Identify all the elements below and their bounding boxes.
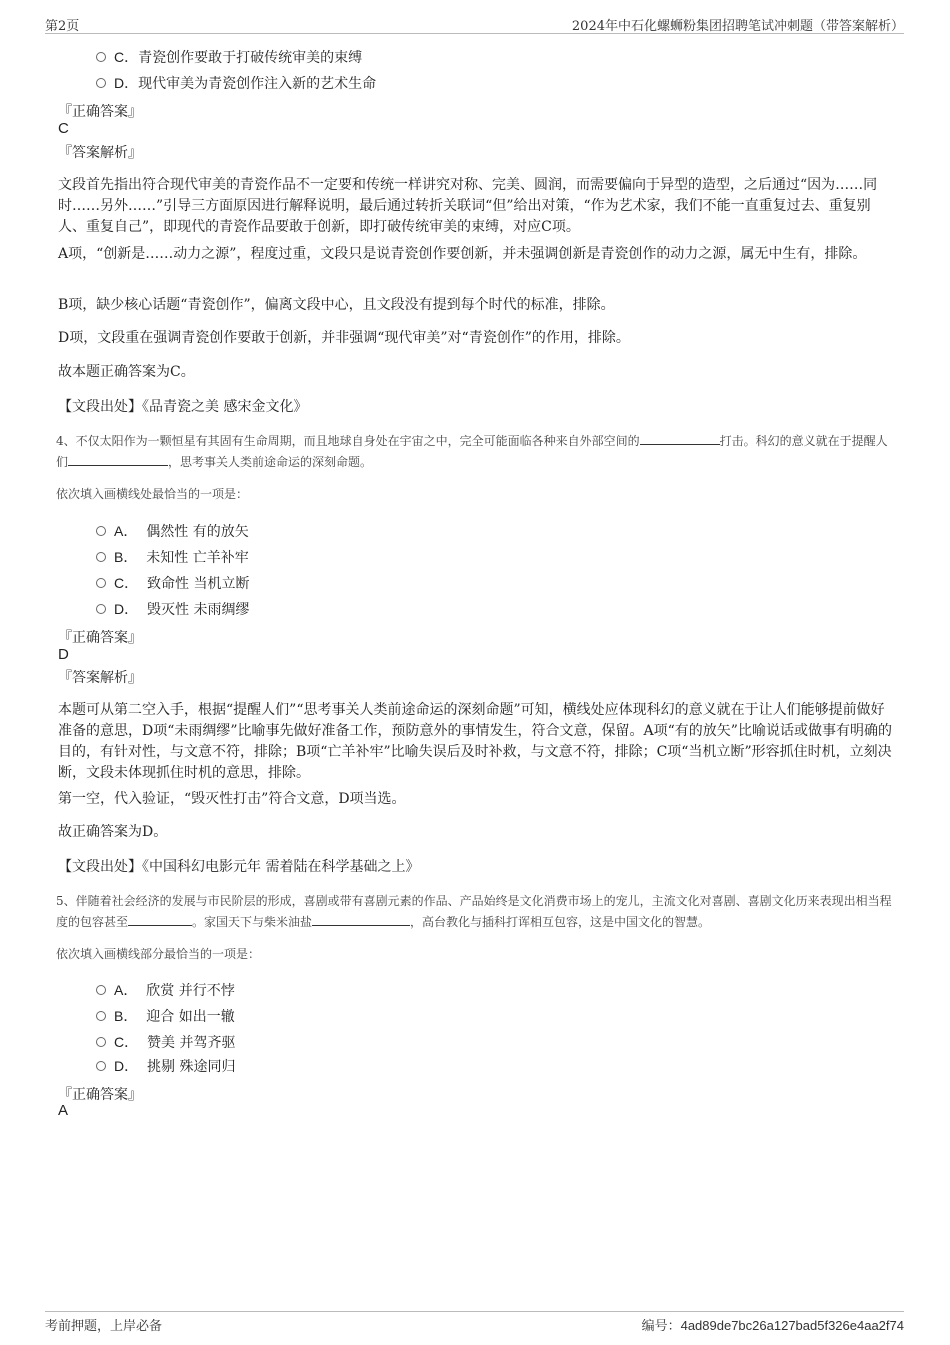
q5-option-c[interactable]: C． 赞美 并驾齐驱 — [96, 1032, 235, 1052]
q4-source: 【文段出处】《中国科幻电影元年 需着陆在科学基础之上》 — [58, 859, 420, 875]
q3-analysis-p1: 文段首先指出符合现代审美的青瓷作品不一定要和传统一样讲究对称、完美、圆润，而需要偏向于异型的造型，之后通过“因为……同时……另外……”引导三方面原因进行解释说明，最后通过转折关联词“但”给出对策，“作为艺术家，我们不能一直重复过去、重复别人、重复自己”，即现代的青瓷作品要敢于创新，即打破传统审美的束缚，对应C项。 — [58, 177, 878, 235]
q4-analysis-p2: 第一空，代入验证，“毁灭性打击”符合文意，D项当选。 — [58, 791, 406, 807]
radio-icon[interactable] — [96, 1037, 106, 1047]
footer-slogan: 考前押题，上岸必备 — [45, 1319, 163, 1334]
q4-analysis-p1: 本题可从第二空入手，根据“提醒人们”“思考事关人类前途命运的深刻命题”可知，横线处应体现科幻的意义就在于让人们能够提前做好准备的意思，D项“未雨绸缪”比喻事先做好准备工作，预防意外的事情发生，符合文意，保留。A项“有的放矢”比喻说话或做事有明确的目的，有针对性，与文意不符，排除；B项“亡羊补牢”比喻失误后及时补救，与文意不符，排除；C项“当机立断”形容抓住时机，立刻决断，文段未体现抓住时机的意思，排除。 — [58, 702, 892, 781]
radio-icon[interactable] — [96, 985, 106, 995]
q4-prompt: 依次填入画横线处最恰当的一项是： — [56, 487, 249, 501]
blank-2 — [312, 913, 410, 926]
q3-analysis-p3: B项，缺少核心话题“青瓷创作”，偏离文段中心，且文段没有提到每个时代的标准，排除。 — [58, 297, 615, 313]
q3-analysis-p2: A项，“创新是……动力之源”，程度过重，文段只是说青瓷创作要创新，并未强调创新是青瓷创作的动力之源，属无中生有，排除。 — [58, 246, 867, 262]
q4-analysis-label: 『答案解析』 — [58, 670, 142, 686]
q5-answer-label: 『正确答案』 — [58, 1087, 142, 1103]
radio-icon[interactable] — [96, 52, 106, 62]
page-number: 第2页 — [45, 19, 80, 34]
q5-answer: A — [58, 1102, 69, 1119]
radio-icon[interactable] — [96, 1061, 106, 1071]
document-title: 2024年中石化螺蛳粉集团招聘笔试冲刺题（带答案解析） — [571, 19, 904, 34]
q3-source: 【文段出处】《品青瓷之美 感宋金文化》 — [58, 399, 308, 415]
q5-option-a[interactable]: A． 欣赏 并行不悖 — [96, 980, 235, 1000]
radio-icon[interactable] — [96, 78, 106, 88]
radio-icon[interactable] — [96, 604, 106, 614]
radio-icon[interactable] — [96, 526, 106, 536]
q3-option-d[interactable]: D．现代审美为青瓷创作注入新的艺术生命 — [96, 73, 376, 93]
document-id: 编号：4ad89de7bc26a127bad5f326e4aa2f74 — [641, 1318, 904, 1333]
q4-option-c[interactable]: C． 致命性 当机立断 — [96, 573, 249, 593]
q3-option-c[interactable]: C．青瓷创作要敢于打破传统审美的束缚 — [96, 47, 362, 67]
radio-icon[interactable] — [96, 1011, 106, 1021]
q3-answer: C — [58, 120, 69, 137]
q4-option-a[interactable]: A． 偶然性 有的放矢 — [96, 521, 249, 541]
blank-1 — [128, 913, 192, 926]
q3-analysis-p4: D项，文段重在强调青瓷创作要敢于创新，并非强调“现代审美”对“青瓷创作”的作用，排除。 — [58, 330, 630, 346]
radio-icon[interactable] — [96, 578, 106, 588]
q3-analysis-p5: 故本题正确答案为C。 — [58, 364, 195, 380]
page-footer — [45, 1311, 904, 1335]
blank-2 — [68, 453, 168, 466]
q4-option-d[interactable]: D． 毁灭性 未雨绸缪 — [96, 599, 249, 619]
q5-question: 5、伴随着社会经济的发展与市民阶层的形成，喜剧或带有喜剧元素的作品、产品始终是文化消费市场上的宠儿，主流文化对喜剧、喜剧文化历来表现出相当程度的包容甚至 。家国天下与柴米油盐 ，高台教化与插科打诨相互包容，这是中国文化的智慧。 — [56, 894, 892, 929]
blank-1 — [640, 432, 720, 445]
page-header — [45, 14, 904, 34]
q4-question: 4、不仅太阳作为一颗恒星有其固有生命周期，而且地球自身处在宇宙之中，完全可能面临各种来自外部空间的 打击。科幻的意义就在于提醒人们 ，思考事关人类前途命运的深刻命题。 — [56, 434, 888, 469]
q3-analysis-label: 『答案解析』 — [58, 145, 142, 161]
radio-icon[interactable] — [96, 552, 106, 562]
q4-analysis-p3: 故正确答案为D。 — [58, 824, 168, 840]
q5-prompt: 依次填入画横线部分最恰当的一项是： — [56, 947, 261, 961]
q5-option-b[interactable]: B． 迎合 如出一辙 — [96, 1006, 235, 1026]
q4-answer: D — [58, 646, 69, 663]
q4-answer-label: 『正确答案』 — [58, 630, 142, 646]
q3-answer-label: 『正确答案』 — [58, 104, 142, 120]
q5-option-d[interactable]: D． 挑剔 殊途同归 — [96, 1056, 235, 1076]
q4-option-b[interactable]: B． 未知性 亡羊补牢 — [96, 547, 249, 567]
